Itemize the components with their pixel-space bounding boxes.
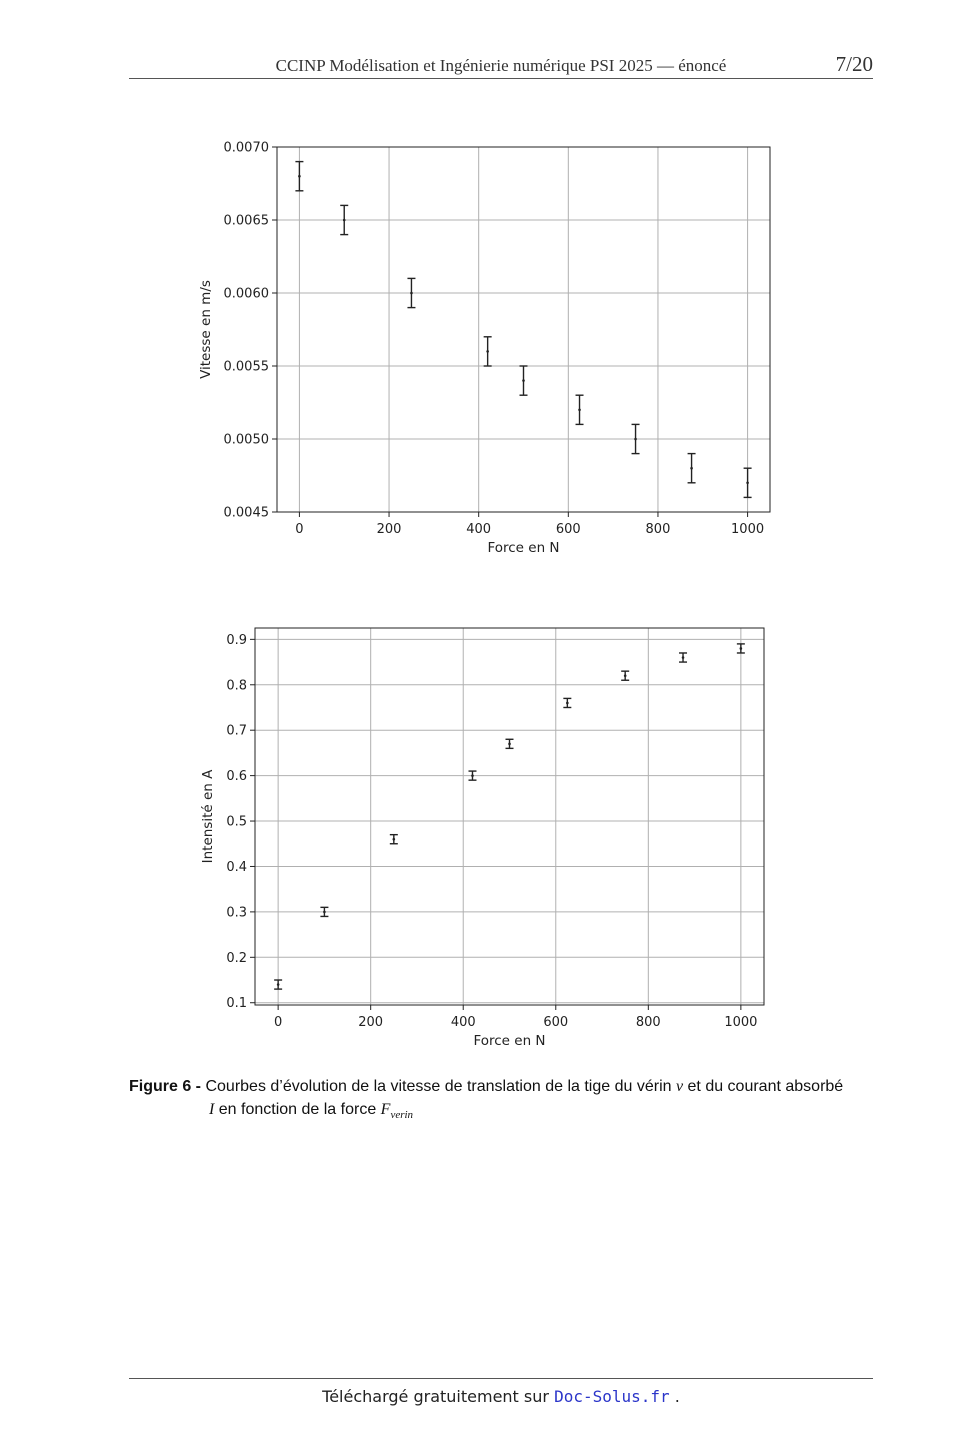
caption-var-i: I — [209, 1101, 215, 1118]
data-point — [277, 983, 280, 986]
x-axis-label: Force en N — [473, 1033, 546, 1049]
x-tick-label: 0 — [295, 522, 304, 537]
y-tick-label: 0.4 — [226, 859, 247, 875]
data-point — [323, 911, 326, 914]
y-tick-label: 0.0065 — [223, 213, 269, 229]
y-tick-label: 0.2 — [226, 950, 247, 966]
data-point — [740, 647, 743, 650]
x-axis-label: Force en N — [487, 540, 560, 556]
y-tick-label: 0.0055 — [223, 359, 269, 375]
error-bar-point — [563, 698, 571, 707]
y-axis-label: Intensité en A — [200, 769, 216, 864]
x-tick-label: 200 — [376, 522, 402, 537]
header-title: CCINP Modélisation et Ingénierie numérique PSI 2025 — énoncé — [275, 56, 727, 75]
y-tick-label: 0.8 — [226, 678, 247, 694]
y-tick-label: 0.6 — [226, 769, 247, 785]
x-tick-label: 800 — [635, 1015, 661, 1030]
caption-text-2: et du courant absorbé — [683, 1078, 844, 1095]
error-bar-point — [737, 644, 745, 653]
data-point — [393, 838, 396, 841]
grid — [255, 628, 764, 1005]
y-axis-label: Vitesse en m/s — [198, 280, 214, 379]
data-point — [566, 702, 569, 705]
x-tick-label: 1000 — [731, 522, 765, 537]
y-tick-label: 0.0050 — [223, 432, 269, 448]
error-bar-point — [621, 671, 629, 680]
y-tick-label: 0.0045 — [223, 505, 269, 521]
footer-text: Téléchargé gratuitement sur — [322, 1387, 555, 1406]
data-point — [508, 743, 511, 746]
caption-var-f-sub: verin — [390, 1109, 414, 1122]
y-tick-label: 0.3 — [226, 905, 247, 921]
footer-site-link[interactable]: Doc-Solus.fr — [554, 1387, 670, 1406]
caption-text-1: Courbes d’évolution de la vitesse de translation de la tige du vérin — [201, 1078, 676, 1095]
error-bar-point — [679, 653, 687, 662]
figure-caption — [129, 1075, 879, 1127]
x-tick-label: 0 — [273, 1015, 283, 1030]
y-tick-label: 0.9 — [226, 632, 247, 648]
y-tick-label: 0.1 — [226, 996, 247, 1012]
x-tick-label: 200 — [358, 1015, 384, 1030]
caption-text-3: en fonction de la force — [214, 1101, 381, 1118]
y-tick-label: 0.0060 — [223, 286, 269, 302]
x-tick-label: 600 — [555, 522, 581, 537]
data-point — [624, 674, 627, 677]
figure-label: Figure 6 - — [129, 1078, 202, 1095]
page-number: 7/20 — [835, 52, 873, 76]
page-footer — [129, 1378, 873, 1406]
x-tick-label: 1000 — [724, 1015, 758, 1030]
y-tick-label: 0.0070 — [223, 140, 269, 156]
caption-var-f: F — [380, 1101, 391, 1118]
y-tick-label: 0.5 — [226, 814, 247, 830]
x-tick-label: 400 — [450, 1015, 476, 1030]
data-point — [682, 656, 685, 659]
error-bar-point — [390, 835, 398, 844]
x-tick-label: 600 — [543, 1015, 569, 1030]
x-tick-label: 400 — [466, 522, 492, 537]
x-tick-label: 800 — [645, 522, 671, 537]
error-bar-point — [274, 980, 282, 989]
error-bar-point — [506, 739, 514, 748]
data-point — [471, 774, 474, 777]
caption-var-v: v — [675, 1078, 684, 1095]
y-tick-label: 0.7 — [226, 723, 247, 739]
footer-end: . — [669, 1387, 680, 1406]
